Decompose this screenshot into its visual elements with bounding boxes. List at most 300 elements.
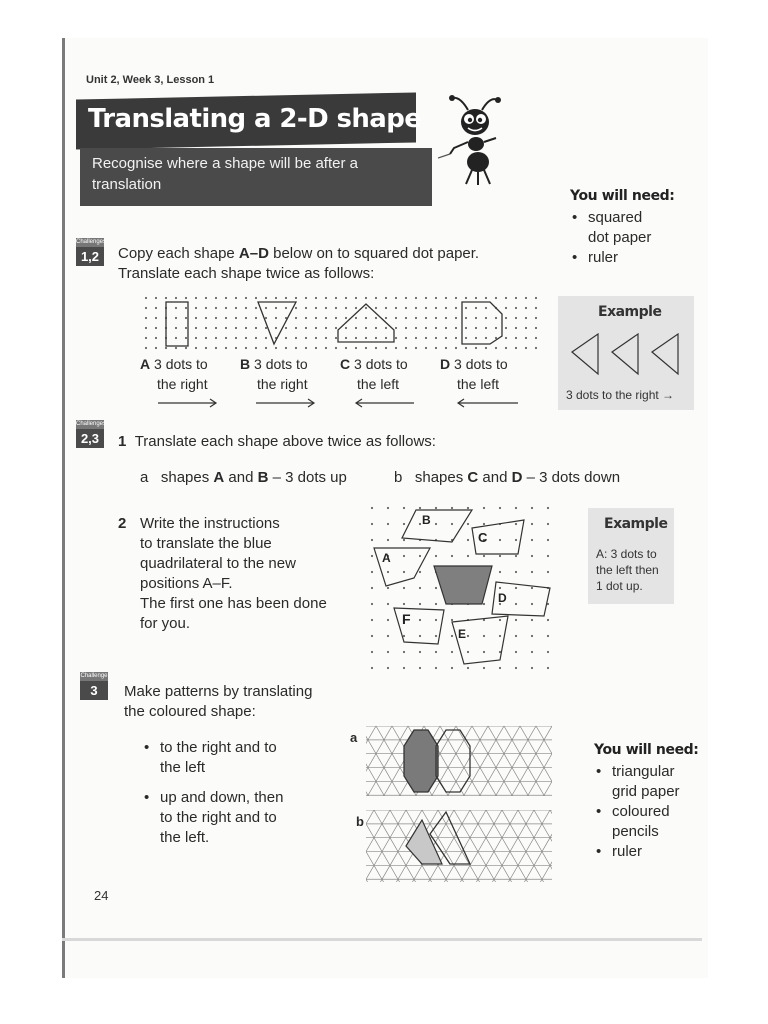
grid-dot <box>525 337 527 339</box>
grid-dot <box>215 327 217 329</box>
grid-line <box>524 810 552 882</box>
you-will-need-title: You will need: <box>570 188 675 204</box>
grid-dot <box>535 327 537 329</box>
grid-dot <box>215 337 217 339</box>
example-box-1 <box>558 296 694 410</box>
grid-dot <box>375 317 377 319</box>
grid-dot <box>155 317 157 319</box>
grid-dot <box>285 327 287 329</box>
shape-instruction: 3 dots to <box>354 356 408 372</box>
question-line: positions A–F. <box>140 575 233 592</box>
grid-line <box>454 810 496 882</box>
grid-dot <box>315 317 317 319</box>
grid-line <box>502 810 544 882</box>
grid-dot <box>215 317 217 319</box>
grid-dot <box>505 347 507 349</box>
grid-dot <box>435 317 437 319</box>
grid-dot <box>225 307 227 309</box>
grid-dot <box>335 317 337 319</box>
example-title: Example <box>604 516 668 532</box>
intro-line: Make patterns by translating <box>124 683 313 700</box>
challenge-tag-label: Challenges <box>76 239 107 245</box>
challenge-3-intro <box>124 682 312 722</box>
grid-dot <box>531 507 533 509</box>
grid-dot <box>535 307 537 309</box>
grid-dot <box>145 307 147 309</box>
label-f: F <box>402 611 411 627</box>
question-line: The first one has been done <box>140 595 327 612</box>
grid-dot <box>175 337 177 339</box>
grid-dot <box>195 317 197 319</box>
question-line: quadrilateral to the new <box>140 555 296 572</box>
grid-line <box>470 810 512 882</box>
label-d: D <box>498 591 507 605</box>
shape-a-rectangle <box>166 302 188 346</box>
shape-c-pentagon <box>338 304 394 342</box>
grid-dot <box>387 523 389 525</box>
grid-dot <box>445 347 447 349</box>
grid-dot <box>531 539 533 541</box>
grid-dot <box>475 297 477 299</box>
grid-dot <box>515 603 517 605</box>
grid-dot <box>305 317 307 319</box>
question-number: 2 <box>118 515 127 532</box>
example-line: A: 3 dots to <box>596 547 657 561</box>
shape-instruction: 3 dots to <box>154 356 208 372</box>
grid-a-label: a <box>350 730 358 745</box>
grid-dot <box>419 651 421 653</box>
grid-dot <box>371 603 373 605</box>
grid-dot <box>445 307 447 309</box>
grid-dot <box>145 317 147 319</box>
grid-dot <box>385 307 387 309</box>
grid-dot <box>547 507 549 509</box>
grid-dot <box>405 297 407 299</box>
grid-dot <box>435 523 437 525</box>
grid-dot <box>275 297 277 299</box>
grid-line <box>534 810 552 882</box>
grid-dot <box>315 327 317 329</box>
grid-dot <box>435 603 437 605</box>
grid-dot <box>455 327 457 329</box>
shape-instruction: 3 dots to <box>454 356 508 372</box>
direction-arrows <box>156 396 526 410</box>
grid-dot <box>375 337 377 339</box>
grid-dot <box>535 317 537 319</box>
grid-dot <box>483 635 485 637</box>
grid-dot <box>445 337 447 339</box>
grid-dot <box>325 337 327 339</box>
grid-dot <box>505 297 507 299</box>
grid-dot <box>215 297 217 299</box>
grid-dot <box>483 667 485 669</box>
text-span: and <box>478 469 512 486</box>
question-number: 1 <box>118 433 127 450</box>
grid-dot <box>515 317 517 319</box>
grid-dot <box>547 635 549 637</box>
grid-line <box>428 810 470 882</box>
grid-dot <box>525 347 527 349</box>
instruction-line-2: Translate each shape twice as follows: <box>118 265 375 282</box>
question-1a <box>140 468 347 488</box>
grid-dot <box>387 603 389 605</box>
shape-d-label <box>440 354 508 394</box>
grid-dot <box>403 587 405 589</box>
grid-dot <box>325 347 327 349</box>
grid-dot <box>499 571 501 573</box>
you-will-need-list <box>594 762 704 862</box>
grid-dot <box>515 667 517 669</box>
need-item-ruler <box>594 842 704 862</box>
grid-dot <box>205 297 207 299</box>
question-line: Write the instructions <box>140 515 280 532</box>
grid-dot <box>419 603 421 605</box>
grid-dot <box>375 327 377 329</box>
grid-dot <box>255 337 257 339</box>
grid-dot <box>451 523 453 525</box>
grid-dot <box>547 539 549 541</box>
grid-dot <box>295 337 297 339</box>
grid-dot <box>285 347 287 349</box>
shape-letter: D <box>440 356 451 372</box>
you-will-need-list <box>570 208 690 268</box>
grid-dot <box>375 307 377 309</box>
grid-dot <box>305 347 307 349</box>
grid-dot <box>225 347 227 349</box>
grid-dot <box>285 297 287 299</box>
grid-dot <box>531 523 533 525</box>
challenge-tag-label: Challenges <box>76 421 107 427</box>
grid-dot <box>515 337 517 339</box>
shape-instruction: the left <box>457 376 500 392</box>
shape-letter: A <box>140 356 151 372</box>
grid-dot <box>205 317 207 319</box>
challenge-1-instructions <box>118 244 538 284</box>
grid-dot <box>395 297 397 299</box>
text-span: below on to squared dot paper. <box>268 245 480 262</box>
grid-dot <box>315 347 317 349</box>
grid-dot <box>515 571 517 573</box>
grid-dot <box>205 347 207 349</box>
text-bold: A <box>213 469 225 486</box>
grid-line <box>368 726 408 796</box>
grid-dot <box>371 507 373 509</box>
grid-dot <box>255 297 257 299</box>
grid-dot <box>387 507 389 509</box>
grid-line <box>366 726 376 796</box>
label-c: C <box>478 530 488 545</box>
example-line: 1 dot up. <box>596 579 643 593</box>
grid-line <box>366 726 400 796</box>
grid-dot <box>275 317 277 319</box>
sub-question-letter: b <box>394 469 403 486</box>
grid-dot <box>285 307 287 309</box>
grid-dot <box>305 307 307 309</box>
grid-dot <box>225 327 227 329</box>
grid-dot <box>475 317 477 319</box>
grid-dot <box>467 523 469 525</box>
grid-dot <box>245 337 247 339</box>
grid-dot <box>365 347 367 349</box>
grid-dot <box>185 317 187 319</box>
grid-dot <box>245 317 247 319</box>
shape-instruction: the right <box>157 376 208 392</box>
grid-dot <box>385 337 387 339</box>
grid-dot <box>419 523 421 525</box>
need-item-ruler <box>570 248 690 268</box>
grid-line <box>476 810 518 882</box>
grid-dot <box>531 587 533 589</box>
grid-dot <box>285 337 287 339</box>
need-item-coloured-pencils <box>594 802 704 842</box>
grid-dot <box>185 327 187 329</box>
grid-dot <box>245 347 247 349</box>
grid-dot <box>425 337 427 339</box>
label-a: A <box>382 551 391 565</box>
grid-dot <box>445 297 447 299</box>
grid-dot <box>535 297 537 299</box>
grid-dot <box>355 297 357 299</box>
grid-dot <box>265 317 267 319</box>
grid-dot <box>515 297 517 299</box>
grid-dot <box>371 587 373 589</box>
grid-dot <box>215 307 217 309</box>
example-triangles <box>566 330 690 378</box>
grid-dot <box>387 651 389 653</box>
grid-dot <box>403 507 405 509</box>
grid-dot <box>175 327 177 329</box>
grid-dot <box>255 307 257 309</box>
grid-dot <box>365 307 367 309</box>
sub-question-letter: a <box>140 469 149 486</box>
grid-dot <box>305 337 307 339</box>
grid-dot <box>485 307 487 309</box>
grid-dot <box>451 619 453 621</box>
grid-dot <box>451 555 453 557</box>
example-triangle <box>572 334 598 374</box>
grid-dot <box>315 307 317 309</box>
challenge-tag-number: 1,2 <box>80 249 100 264</box>
grid-dot <box>325 297 327 299</box>
grid-dot <box>375 297 377 299</box>
grid-dot <box>205 327 207 329</box>
grid-dot <box>435 307 437 309</box>
grid-dot <box>445 317 447 319</box>
grid-dot <box>415 297 417 299</box>
grid-dot <box>505 337 507 339</box>
grid-dot <box>387 587 389 589</box>
grid-dot <box>405 317 407 319</box>
grid-dot <box>467 539 469 541</box>
grid-dot <box>495 317 497 319</box>
grid-dot <box>395 327 397 329</box>
example-triangle <box>612 334 638 374</box>
grid-dot <box>395 317 397 319</box>
text-bold: C <box>467 469 479 486</box>
grid-dot <box>505 317 507 319</box>
shape-instruction: the left <box>357 376 400 392</box>
grid-dot <box>505 327 507 329</box>
grid-dot <box>355 317 357 319</box>
grid-dot <box>155 307 157 309</box>
grid-dot <box>547 651 549 653</box>
grid-dot <box>499 539 501 541</box>
grid-dot <box>265 307 267 309</box>
grid-line <box>486 810 528 882</box>
grid-dot <box>235 327 237 329</box>
grid-dot <box>485 297 487 299</box>
grid-dot <box>435 347 437 349</box>
grid-dot <box>451 651 453 653</box>
grid-dot <box>155 327 157 329</box>
grid-dot <box>387 539 389 541</box>
grid-dot <box>175 307 177 309</box>
grid-dot <box>155 297 157 299</box>
grid-dot <box>485 347 487 349</box>
grid-dot <box>525 297 527 299</box>
grid-dot <box>165 297 167 299</box>
quadrilateral-b <box>402 510 472 542</box>
grid-dot <box>365 337 367 339</box>
grid-dot <box>451 667 453 669</box>
grid-dot <box>465 327 467 329</box>
grid-dot <box>403 571 405 573</box>
grid-dot <box>415 307 417 309</box>
grid-dot <box>165 347 167 349</box>
text-bold: B <box>257 469 269 486</box>
grid-dot <box>255 317 257 319</box>
question-line: for you. <box>140 615 191 632</box>
grid-dot <box>455 317 457 319</box>
text-span: shapes <box>414 469 468 486</box>
grid-dot <box>495 297 497 299</box>
text-span: shapes <box>160 469 214 486</box>
example-title: Example <box>598 304 662 320</box>
grid-dot <box>531 619 533 621</box>
question-text: Translate each shape above twice as follows: <box>134 433 436 450</box>
grid-dot <box>515 347 517 349</box>
grid-dot <box>435 555 437 557</box>
grid-line <box>508 810 550 882</box>
grid-dot <box>275 347 277 349</box>
grid-dot <box>175 297 177 299</box>
grid-dot <box>405 337 407 339</box>
grid-dot <box>395 307 397 309</box>
grid-dot <box>505 307 507 309</box>
bullet-line: the left <box>160 759 206 776</box>
grid-dot <box>403 667 405 669</box>
example-caption <box>596 546 659 594</box>
grid-dot <box>345 337 347 339</box>
grid-dot <box>515 307 517 309</box>
challenge-tag-number: 2,3 <box>80 431 100 446</box>
page-subtitle: Recognise where a shape will be after a translation <box>92 155 358 193</box>
grid-dot <box>403 523 405 525</box>
grid-dot <box>295 307 297 309</box>
grid-dot <box>435 667 437 669</box>
grid-line <box>448 726 488 796</box>
grid-dot <box>415 347 417 349</box>
need-item-line: pencils <box>612 823 659 840</box>
grid-dot <box>547 619 549 621</box>
grid-dot <box>531 651 533 653</box>
grid-dot <box>145 347 147 349</box>
challenge-tag-label: Challenge <box>80 673 108 679</box>
grid-dot <box>465 307 467 309</box>
grid-dot <box>405 347 407 349</box>
grid-line <box>472 726 512 796</box>
grid-dot <box>375 347 377 349</box>
shape-b-label <box>240 354 308 394</box>
grid-dot <box>371 651 373 653</box>
grid-line <box>440 726 480 796</box>
grid-dot <box>255 327 257 329</box>
grid-dot <box>275 307 277 309</box>
grid-dot <box>295 347 297 349</box>
text-span: – 3 dots up <box>268 469 347 486</box>
grid-dot <box>495 327 497 329</box>
grid-dot <box>395 337 397 339</box>
grid-dot <box>485 317 487 319</box>
grid-dot <box>419 555 421 557</box>
grid-dot <box>483 523 485 525</box>
grid-line <box>366 810 374 882</box>
instruction-line-1 <box>118 244 538 264</box>
bullet-line: • to the right and to <box>160 739 277 756</box>
question-2-text <box>118 514 348 634</box>
grid-dot <box>435 507 437 509</box>
grid-dot <box>355 337 357 339</box>
grid-dot <box>483 555 485 557</box>
grid-dot <box>325 327 327 329</box>
grid-line <box>460 810 502 882</box>
blue-quadrilateral <box>434 566 492 604</box>
grid-dot <box>425 297 427 299</box>
grid-dot <box>145 337 147 339</box>
grid-dot <box>325 317 327 319</box>
shape-letter: C <box>340 356 351 372</box>
grid-dot <box>435 587 437 589</box>
grid-dot <box>175 317 177 319</box>
grid-dot <box>335 327 337 329</box>
grid-dot <box>499 619 501 621</box>
grid-line <box>512 726 552 796</box>
grid-dot <box>403 635 405 637</box>
grid-line <box>456 726 496 796</box>
grid-dot <box>499 587 501 589</box>
grid-dot <box>325 307 327 309</box>
grid-dot <box>451 635 453 637</box>
grid-dot <box>335 297 337 299</box>
grid-line <box>496 726 536 796</box>
grid-dot <box>345 307 347 309</box>
grid-dot <box>499 667 501 669</box>
grid-dot <box>235 337 237 339</box>
grid-dot <box>195 307 197 309</box>
grid-dot <box>371 523 373 525</box>
intro-line: the coloured shape: <box>124 703 256 720</box>
grid-dot <box>345 297 347 299</box>
grid-line <box>366 810 368 882</box>
grid-dot <box>215 347 217 349</box>
bullet-item <box>142 788 332 848</box>
grid-dot <box>371 667 373 669</box>
grid-line <box>528 726 552 796</box>
grid-dot <box>535 337 537 339</box>
grid-dot <box>467 555 469 557</box>
need-item-squared-dot-paper <box>570 208 658 248</box>
triangular-grid-b <box>366 810 552 882</box>
